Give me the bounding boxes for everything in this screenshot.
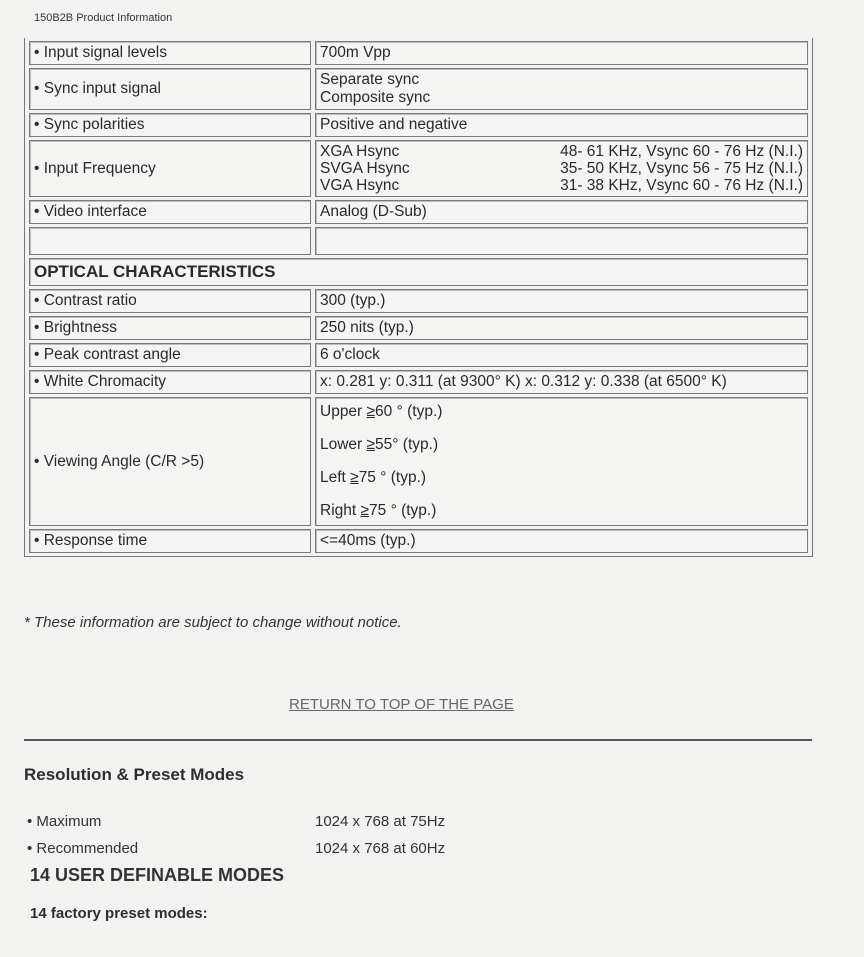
spec-value: 6 o'clock bbox=[315, 343, 808, 367]
resolution-value: 1024 x 768 at 75Hz bbox=[315, 813, 446, 830]
spec-label: • Response time bbox=[29, 529, 311, 553]
angle-symbol: ≥ bbox=[366, 436, 376, 453]
spec-label: • White Chromacity bbox=[29, 370, 311, 394]
spec-label: • Contrast ratio bbox=[29, 289, 311, 313]
resolution-row-recommended bbox=[27, 840, 446, 857]
spec-label: • Peak contrast angle bbox=[29, 343, 311, 367]
angle-direction: Left bbox=[320, 469, 351, 486]
spec-value: Positive and negative bbox=[315, 113, 808, 137]
frequency-row bbox=[320, 143, 803, 160]
frequency-mode: XGA Hsync bbox=[320, 143, 400, 160]
frequency-range: 31- 38 KHz, Vsync 60 - 76 Hz (N.I.) bbox=[560, 177, 803, 194]
spec-value bbox=[315, 397, 808, 526]
viewing-angle-line bbox=[320, 462, 803, 495]
table-row-empty bbox=[29, 227, 808, 255]
return-to-top-link[interactable]: RETURN TO TOP OF THE PAGE bbox=[289, 696, 514, 713]
spec-value: 700m Vpp bbox=[315, 41, 808, 65]
viewing-angle-line bbox=[320, 429, 803, 462]
table-row bbox=[29, 68, 808, 110]
resolution-row-maximum bbox=[27, 813, 446, 830]
table-row bbox=[29, 140, 808, 197]
table-row bbox=[29, 289, 808, 313]
sync-value-line: Composite sync bbox=[320, 89, 431, 106]
resolution-label: • Recommended bbox=[27, 840, 139, 857]
section-title: OPTICAL CHARACTERISTICS bbox=[29, 258, 808, 286]
viewing-angle-line bbox=[320, 495, 803, 523]
frequency-row bbox=[320, 177, 803, 194]
angle-value: 75 bbox=[369, 502, 387, 519]
resolution-value: 1024 x 768 at 60Hz bbox=[315, 840, 446, 857]
spec-value: <=40ms (typ.) bbox=[315, 529, 808, 553]
frequency-mode: VGA Hsync bbox=[320, 177, 400, 194]
spec-value: x: 0.281 y: 0.311 (at 9300° K) x: 0.312 y: 0.338 (at 6500° K) bbox=[315, 370, 808, 394]
angle-direction: Upper bbox=[320, 403, 367, 420]
angle-direction: Lower bbox=[320, 436, 367, 453]
spec-value: Analog (D-Sub) bbox=[315, 200, 808, 224]
resolution-heading: Resolution & Preset Modes bbox=[24, 765, 245, 784]
resolution-label: • Maximum bbox=[27, 813, 102, 830]
disclaimer-note: * These information are subject to change without notice. bbox=[24, 614, 402, 631]
angle-symbol: ≥ bbox=[350, 469, 359, 486]
frequency-range: 35- 50 KHz, Vsync 56 - 75 Hz (N.I.) bbox=[560, 160, 803, 177]
angle-direction: Right bbox=[320, 502, 361, 519]
spec-label: • Input signal levels bbox=[29, 41, 311, 65]
user-modes-heading: 14 USER DEFINABLE MODES bbox=[30, 865, 285, 885]
spec-value bbox=[315, 140, 808, 197]
factory-modes-heading: 14 factory preset modes: bbox=[30, 905, 208, 922]
horizontal-divider bbox=[24, 739, 812, 741]
sync-value-line: Separate sync bbox=[320, 71, 420, 88]
spec-value: 300 (typ.) bbox=[315, 289, 808, 313]
frequency-mode: SVGA Hsync bbox=[320, 160, 410, 177]
spec-label: • Viewing Angle (C/R >5) bbox=[29, 397, 311, 526]
page-header-title: 150B2B Product Information bbox=[34, 12, 173, 24]
angle-unit: ° (typ.) bbox=[392, 436, 439, 453]
spec-table bbox=[24, 38, 813, 557]
angle-value: 55 bbox=[375, 436, 393, 453]
table-row bbox=[29, 529, 808, 553]
empty-cell bbox=[29, 227, 311, 255]
table-row bbox=[29, 343, 808, 367]
angle-unit: ° (typ.) bbox=[392, 403, 443, 420]
angle-symbol: ≥ bbox=[366, 403, 376, 420]
viewing-angle-line bbox=[320, 400, 803, 429]
empty-cell bbox=[315, 227, 808, 255]
section-row bbox=[29, 258, 808, 286]
table-row bbox=[29, 41, 808, 65]
angle-symbol: ≥ bbox=[360, 502, 370, 519]
angle-unit: ° (typ.) bbox=[386, 502, 437, 519]
frequency-row bbox=[320, 160, 803, 177]
angle-unit: ° (typ.) bbox=[375, 469, 427, 486]
table-row bbox=[29, 397, 808, 526]
spec-label: • Sync polarities bbox=[29, 113, 311, 137]
spec-value: 250 nits (typ.) bbox=[315, 316, 808, 340]
table-row bbox=[29, 316, 808, 340]
frequency-range: 48- 61 KHz, Vsync 60 - 76 Hz (N.I.) bbox=[560, 143, 803, 160]
angle-value: 60 bbox=[375, 403, 393, 420]
spec-label: • Brightness bbox=[29, 316, 311, 340]
table-row bbox=[29, 113, 808, 137]
spec-label: • Input Frequency bbox=[29, 140, 311, 197]
spec-label: • Video interface bbox=[29, 200, 311, 224]
table-row bbox=[29, 370, 808, 394]
table-row bbox=[29, 200, 808, 224]
spec-value bbox=[315, 68, 808, 110]
angle-value: 75 bbox=[358, 469, 376, 486]
spec-label: • Sync input signal bbox=[29, 68, 311, 110]
